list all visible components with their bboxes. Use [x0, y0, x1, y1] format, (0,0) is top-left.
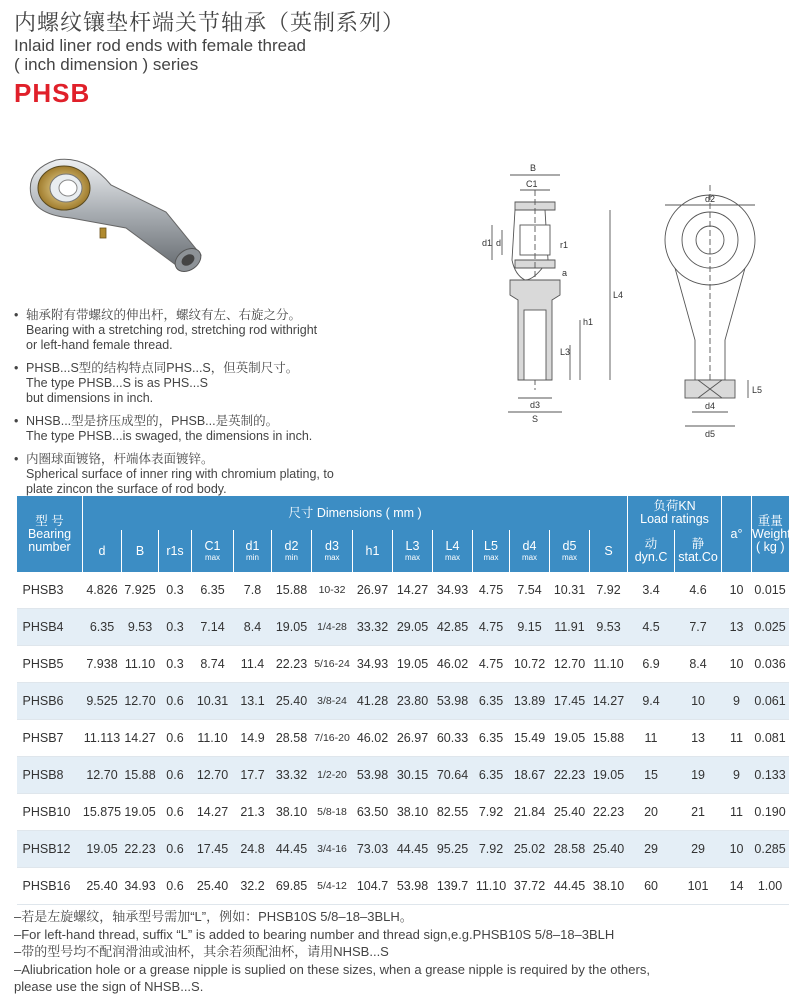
- note-item: [14, 361, 484, 406]
- value-cell: 11: [722, 720, 752, 757]
- load-header-en: Load ratings: [640, 512, 709, 526]
- value-cell: 29.05: [393, 609, 433, 646]
- footnote-line: please use the sign of NHSB...S.: [14, 979, 204, 994]
- value-cell: 70.64: [433, 757, 473, 794]
- value-cell: 3.4: [628, 572, 675, 609]
- note-en: Spherical surface of inner ring with chromium plating, to: [26, 467, 334, 481]
- value-cell: 9.525: [83, 683, 122, 720]
- table-row: [17, 683, 789, 720]
- value-cell: 17.7: [234, 757, 272, 794]
- value-cell: 46.02: [353, 720, 393, 757]
- value-cell: 1.00: [752, 868, 789, 905]
- value-cell: 10: [722, 646, 752, 683]
- model-cell: PHSB3: [17, 572, 83, 609]
- value-cell: 7.8: [234, 572, 272, 609]
- value-cell: 32.2: [234, 868, 272, 905]
- value-cell: 4.826: [83, 572, 122, 609]
- value-cell: 6.35: [473, 683, 510, 720]
- value-cell: 95.25: [433, 831, 473, 868]
- label-b: B: [530, 163, 537, 173]
- value-cell: 10.31: [192, 683, 234, 720]
- value-cell: 15.88: [122, 757, 159, 794]
- dimensions-header: 尺寸 Dimensions ( mm ): [83, 496, 628, 530]
- value-cell: 53.98: [353, 757, 393, 794]
- value-cell: 14.9: [234, 720, 272, 757]
- model-cell: PHSB12: [17, 831, 83, 868]
- value-cell: 9: [722, 757, 752, 794]
- label-d4: d4: [705, 401, 716, 411]
- value-cell: 19.05: [122, 794, 159, 831]
- value-cell: 34.93: [433, 572, 473, 609]
- value-cell: 13.1: [234, 683, 272, 720]
- column-header: [192, 530, 234, 572]
- value-cell: 26.97: [393, 720, 433, 757]
- value-cell: 0.6: [159, 757, 192, 794]
- column-header-label: d3: [325, 539, 339, 553]
- value-cell: 11.113: [83, 720, 122, 757]
- value-cell: 11.91: [550, 609, 590, 646]
- column-header: [122, 530, 159, 572]
- column-header: [234, 530, 272, 572]
- value-cell: 0.015: [752, 572, 789, 609]
- title-english-line1: Inlaid liner rod ends with female thread: [14, 36, 306, 55]
- model-cell: PHSB5: [17, 646, 83, 683]
- value-cell: 25.40: [272, 683, 312, 720]
- column-header-row: [17, 530, 789, 572]
- value-cell: 3/4-16: [312, 831, 353, 868]
- table-row: [17, 757, 789, 794]
- note-en: but dimensions in inch.: [26, 391, 154, 405]
- value-cell: 7.92: [473, 794, 510, 831]
- value-cell: 8.4: [675, 646, 722, 683]
- value-cell: 12.70: [122, 683, 159, 720]
- value-cell: 42.85: [433, 609, 473, 646]
- value-cell: 10: [675, 683, 722, 720]
- value-cell: 11.10: [590, 646, 628, 683]
- value-cell: 10-32: [312, 572, 353, 609]
- value-cell: 24.8: [234, 831, 272, 868]
- load-column-header: [675, 530, 722, 572]
- value-cell: 15.88: [590, 720, 628, 757]
- value-cell: 8.74: [192, 646, 234, 683]
- value-cell: 82.55: [433, 794, 473, 831]
- model-header: [17, 496, 83, 572]
- column-header-sub: min: [285, 553, 298, 562]
- value-cell: 34.93: [122, 868, 159, 905]
- value-cell: 9.15: [510, 609, 550, 646]
- value-cell: 53.98: [433, 683, 473, 720]
- column-header-sub: max: [404, 553, 421, 562]
- label-c1: C1: [526, 179, 538, 189]
- value-cell: 0.3: [159, 609, 192, 646]
- value-cell: 53.98: [393, 868, 433, 905]
- value-cell: 7.14: [192, 609, 234, 646]
- spec-table: [16, 496, 789, 905]
- label-a: a: [562, 268, 568, 278]
- column-header: [590, 530, 628, 572]
- value-cell: 13: [722, 609, 752, 646]
- value-cell: 38.10: [393, 794, 433, 831]
- note-en: The type PHSB...is swaged, the dimensions in inch.: [26, 429, 313, 443]
- value-cell: 4.75: [473, 609, 510, 646]
- column-header-label: h1: [365, 543, 380, 558]
- value-cell: 30.15: [393, 757, 433, 794]
- weight-header: [752, 496, 789, 572]
- value-cell: 4.75: [473, 572, 510, 609]
- note-en: plate zincon the surface of rod body.: [26, 482, 227, 496]
- weight-header-en2: ( kg ): [756, 539, 785, 554]
- value-cell: 14: [722, 868, 752, 905]
- value-cell: 14.27: [393, 572, 433, 609]
- value-cell: 25.40: [192, 868, 234, 905]
- model-cell: PHSB7: [17, 720, 83, 757]
- column-header: [312, 530, 353, 572]
- column-header-label: L3: [405, 539, 420, 553]
- value-cell: 60.33: [433, 720, 473, 757]
- value-cell: 10.72: [510, 646, 550, 683]
- value-cell: 25.02: [510, 831, 550, 868]
- value-cell: 41.28: [353, 683, 393, 720]
- value-cell: 37.72: [510, 868, 550, 905]
- value-cell: 139.7: [433, 868, 473, 905]
- spec-table-body: [17, 572, 789, 905]
- value-cell: 0.025: [752, 609, 789, 646]
- column-header-sub: min: [246, 553, 259, 562]
- value-cell: 9.53: [590, 609, 628, 646]
- title-english: [14, 36, 306, 74]
- value-cell: 38.10: [272, 794, 312, 831]
- value-cell: 0.6: [159, 868, 192, 905]
- value-cell: 0.061: [752, 683, 789, 720]
- label-l5: L5: [752, 385, 763, 395]
- note-en: or left-hand female thread.: [26, 338, 173, 352]
- value-cell: 60: [628, 868, 675, 905]
- column-header: [550, 530, 590, 572]
- column-header: [510, 530, 550, 572]
- value-cell: 11.10: [473, 868, 510, 905]
- value-cell: 4.5: [628, 609, 675, 646]
- value-cell: 33.32: [272, 757, 312, 794]
- value-cell: 4.6: [675, 572, 722, 609]
- note-cn: • PHSB...S型的结构特点同PHS...S，但英制尺寸。: [26, 361, 299, 375]
- value-cell: 22.23: [590, 794, 628, 831]
- column-header-label: C1: [204, 539, 221, 553]
- value-cell: 29: [675, 831, 722, 868]
- value-cell: 7.92: [590, 572, 628, 609]
- footnote-line: –带的型号均不配润滑油或油杯，其余若须配油杯，请用NHSB...S: [14, 944, 389, 959]
- value-cell: 22.23: [550, 757, 590, 794]
- value-cell: 6.35: [473, 720, 510, 757]
- feature-notes: [14, 308, 484, 505]
- note-cn: • 轴承附有带螺纹的伸出杆，螺纹有左、右旋之分。: [26, 308, 302, 322]
- title-english-line2: ( inch dimension ) series: [14, 55, 199, 74]
- product-photo: [16, 150, 216, 280]
- value-cell: 0.3: [159, 646, 192, 683]
- column-header-sub: max: [521, 553, 538, 562]
- value-cell: 6.35: [192, 572, 234, 609]
- value-cell: 15.875: [83, 794, 122, 831]
- value-cell: 5/4-12: [312, 868, 353, 905]
- weight-header-cn: 重量: [757, 513, 783, 528]
- column-header: [272, 530, 312, 572]
- label-h1: h1: [583, 317, 594, 327]
- value-cell: 11.10: [192, 720, 234, 757]
- value-cell: 28.58: [272, 720, 312, 757]
- value-cell: 18.67: [510, 757, 550, 794]
- value-cell: 0.133: [752, 757, 789, 794]
- value-cell: 20: [628, 794, 675, 831]
- value-cell: 22.23: [272, 646, 312, 683]
- value-cell: 44.45: [272, 831, 312, 868]
- column-header-label: d4: [522, 539, 537, 553]
- table-row: [17, 609, 789, 646]
- column-header-label: L4: [445, 539, 460, 553]
- value-cell: 10: [722, 831, 752, 868]
- label-r1: r1: [560, 240, 569, 250]
- angle-header: a°: [722, 496, 752, 572]
- value-cell: 19.05: [550, 720, 590, 757]
- value-cell: 5/8-18: [312, 794, 353, 831]
- table-row: [17, 572, 789, 609]
- column-header: [393, 530, 433, 572]
- column-header: [83, 530, 122, 572]
- load-column-en: dyn.C: [634, 550, 668, 564]
- model-cell: PHSB4: [17, 609, 83, 646]
- value-cell: 44.45: [393, 831, 433, 868]
- value-cell: 8.4: [234, 609, 272, 646]
- load-header-cn: 负荷KN: [653, 499, 696, 513]
- value-cell: 6.9: [628, 646, 675, 683]
- model-cell: PHSB8: [17, 757, 83, 794]
- value-cell: 101: [675, 868, 722, 905]
- column-header-label: S: [604, 543, 613, 558]
- value-cell: 17.45: [550, 683, 590, 720]
- value-cell: 44.45: [550, 868, 590, 905]
- note-cn: • 内圈球面镀铬，杆端体表面镀锌。: [26, 452, 214, 466]
- value-cell: 38.10: [590, 868, 628, 905]
- value-cell: 0.6: [159, 831, 192, 868]
- value-cell: 7.54: [510, 572, 550, 609]
- value-cell: 11: [628, 720, 675, 757]
- value-cell: 14.27: [192, 794, 234, 831]
- value-cell: 10.31: [550, 572, 590, 609]
- value-cell: 1/2-20: [312, 757, 353, 794]
- model-cell: PHSB10: [17, 794, 83, 831]
- value-cell: 12.70: [550, 646, 590, 683]
- column-header-label: d1: [245, 539, 260, 553]
- value-cell: 15.88: [272, 572, 312, 609]
- value-cell: 26.97: [353, 572, 393, 609]
- value-cell: 22.23: [122, 831, 159, 868]
- value-cell: 34.93: [353, 646, 393, 683]
- value-cell: 28.58: [550, 831, 590, 868]
- value-cell: 0.6: [159, 683, 192, 720]
- column-header-label: B: [135, 543, 145, 558]
- value-cell: 7.92: [473, 831, 510, 868]
- value-cell: 13: [675, 720, 722, 757]
- column-header-sub: max: [444, 553, 461, 562]
- label-d5: d5: [705, 429, 716, 439]
- value-cell: 7/16-20: [312, 720, 353, 757]
- value-cell: 3/8-24: [312, 683, 353, 720]
- load-column-en: stat.Co: [678, 550, 718, 564]
- value-cell: 29: [628, 831, 675, 868]
- footnotes: [14, 908, 794, 996]
- value-cell: 7.938: [83, 646, 122, 683]
- value-cell: 25.40: [83, 868, 122, 905]
- value-cell: 0.081: [752, 720, 789, 757]
- note-en: The type PHSB...S is as PHS...S: [26, 376, 209, 390]
- value-cell: 4.75: [473, 646, 510, 683]
- table-row: [17, 868, 789, 905]
- value-cell: 9: [722, 683, 752, 720]
- value-cell: 12.70: [83, 757, 122, 794]
- model-header-en1: Bearing: [27, 526, 72, 541]
- column-header: [473, 530, 510, 572]
- column-header-sub: max: [204, 553, 221, 562]
- value-cell: 15.49: [510, 720, 550, 757]
- technical-drawing: [480, 150, 780, 440]
- value-cell: 104.7: [353, 868, 393, 905]
- load-ratings-header: [628, 496, 722, 530]
- value-cell: 25.40: [550, 794, 590, 831]
- load-column-cn: 静: [691, 537, 705, 551]
- table-row: [17, 831, 789, 868]
- note-item: [14, 414, 484, 444]
- footnote-line: –若是左旋螺纹，轴承型号需加“L”，例如：PHSB10S 5/8–18–3BLH。: [14, 909, 413, 924]
- value-cell: 6.35: [83, 609, 122, 646]
- column-header-label: d2: [284, 539, 299, 553]
- label-d2: d2: [705, 194, 716, 204]
- column-header-label: d5: [562, 539, 577, 553]
- value-cell: 21.3: [234, 794, 272, 831]
- value-cell: 21: [675, 794, 722, 831]
- model-header-en2: number: [28, 539, 71, 554]
- title-chinese: 内螺纹镶垫杆端关节轴承（英制系列）: [14, 10, 406, 35]
- value-cell: 19: [675, 757, 722, 794]
- value-cell: 0.036: [752, 646, 789, 683]
- value-cell: 11: [722, 794, 752, 831]
- value-cell: 46.02: [433, 646, 473, 683]
- column-header-sub: max: [324, 553, 340, 562]
- label-s: S: [532, 414, 539, 424]
- value-cell: 23.80: [393, 683, 433, 720]
- value-cell: 19.05: [590, 757, 628, 794]
- value-cell: 10: [722, 572, 752, 609]
- column-header-sub: max: [483, 553, 499, 562]
- value-cell: 14.27: [590, 683, 628, 720]
- value-cell: 9.4: [628, 683, 675, 720]
- value-cell: 9.53: [122, 609, 159, 646]
- label-l3: L3: [560, 347, 571, 357]
- footnote-line: –Aliubrication hole or a grease nipple is suplied on these sizes, when a grease nipple is required by the others,: [14, 961, 650, 977]
- value-cell: 0.190: [752, 794, 789, 831]
- product-code: PHSB: [14, 78, 91, 108]
- column-header: [353, 530, 393, 572]
- note-en: Bearing with a stretching rod, stretching rod withright: [26, 323, 318, 337]
- value-cell: 0.6: [159, 794, 192, 831]
- load-column-cn: 动: [644, 537, 658, 551]
- column-header-label: d: [98, 543, 106, 558]
- column-header: [433, 530, 473, 572]
- value-cell: 7.925: [122, 572, 159, 609]
- table-row: [17, 794, 789, 831]
- value-cell: 15: [628, 757, 675, 794]
- value-cell: 12.70: [192, 757, 234, 794]
- value-cell: 19.05: [83, 831, 122, 868]
- value-cell: 7.7: [675, 609, 722, 646]
- column-header-label: r1s: [166, 543, 184, 558]
- label-l4: L4: [613, 290, 624, 300]
- value-cell: 63.50: [353, 794, 393, 831]
- column-header-label: L5: [484, 539, 498, 553]
- value-cell: 19.05: [393, 646, 433, 683]
- value-cell: 0.285: [752, 831, 789, 868]
- value-cell: 11.10: [122, 646, 159, 683]
- value-cell: 73.03: [353, 831, 393, 868]
- value-cell: 21.84: [510, 794, 550, 831]
- note-item: [14, 308, 484, 353]
- value-cell: 33.32: [353, 609, 393, 646]
- column-header: [159, 530, 192, 572]
- value-cell: 1/4-28: [312, 609, 353, 646]
- value-cell: 19.05: [272, 609, 312, 646]
- column-header-sub: max: [561, 553, 578, 562]
- label-d1: d1: [482, 238, 493, 248]
- value-cell: 69.85: [272, 868, 312, 905]
- note-item: [14, 452, 484, 497]
- table-row: [17, 646, 789, 683]
- value-cell: 14.27: [122, 720, 159, 757]
- value-cell: 11.4: [234, 646, 272, 683]
- weight-header-en1: Weight: [752, 526, 791, 541]
- value-cell: 5/16-24: [312, 646, 353, 683]
- value-cell: 0.3: [159, 572, 192, 609]
- label-d: d: [496, 238, 502, 248]
- model-cell: PHSB16: [17, 868, 83, 905]
- load-column-header: [628, 530, 675, 572]
- value-cell: 0.6: [159, 720, 192, 757]
- value-cell: 6.35: [473, 757, 510, 794]
- value-cell: 25.40: [590, 831, 628, 868]
- model-header-cn: 型 号: [35, 513, 64, 528]
- value-cell: 13.89: [510, 683, 550, 720]
- model-cell: PHSB6: [17, 683, 83, 720]
- note-cn: • NHSB...型是挤压成型的，PHSB...是英制的。: [26, 414, 279, 428]
- label-d3: d3: [530, 400, 541, 410]
- table-row: [17, 720, 789, 757]
- value-cell: 17.45: [192, 831, 234, 868]
- footnote-line: –For left-hand thread, suffix “L” is added to bearing number and thread sign,e.g.PHSB10S 5/8–18–3BLH: [14, 926, 615, 942]
